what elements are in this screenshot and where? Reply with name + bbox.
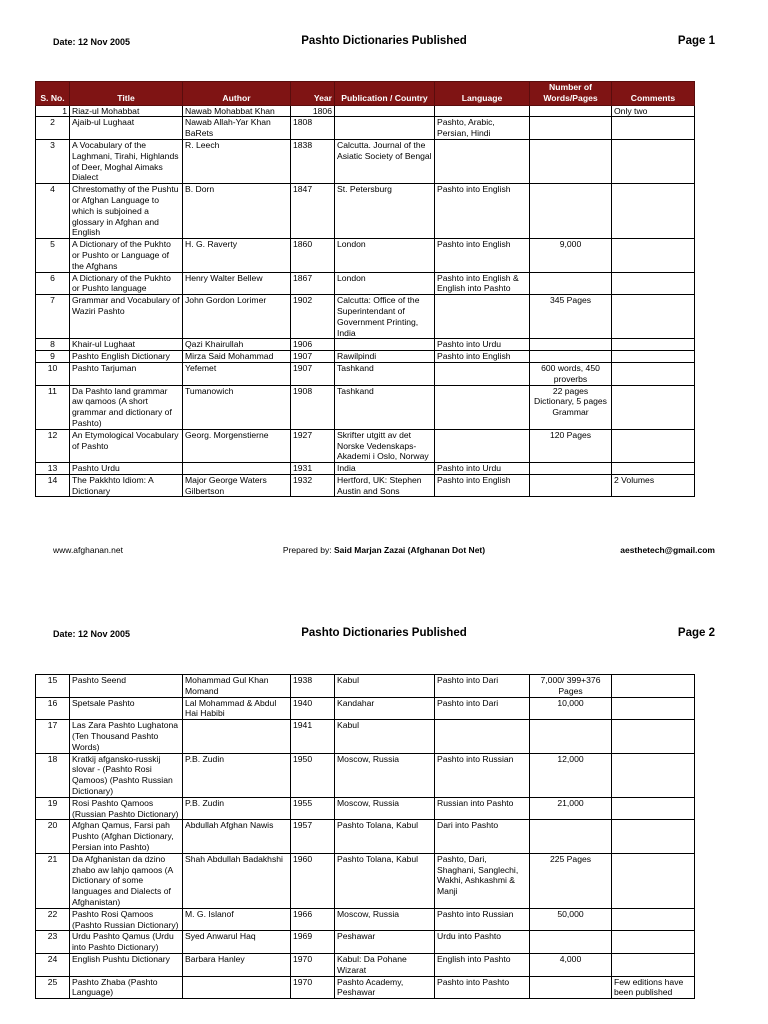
cell-author: P.B. Zudin — [183, 753, 291, 797]
header-words: Number of Words/Pages — [530, 82, 612, 106]
cell-year: 1808 — [291, 117, 335, 140]
date-label: Date: 12 Nov 2005 — [53, 629, 131, 639]
cell-year: 1847 — [291, 184, 335, 239]
cell-title: Pashto Tarjuman — [70, 362, 183, 385]
cell-words: 12,000 — [530, 753, 612, 797]
cell-sno: 6 — [36, 272, 70, 295]
cell-language: Urdu into Pashto — [435, 931, 530, 954]
cell-sno: 10 — [36, 362, 70, 385]
cell-year: 1970 — [291, 976, 335, 999]
cell-sno: 13 — [36, 463, 70, 475]
cell-words — [530, 139, 612, 183]
table-row — [36, 239, 695, 272]
cell-comments — [612, 117, 695, 140]
cell-title: Spetsale Pashto — [70, 697, 183, 720]
cell-year: 1907 — [291, 362, 335, 385]
cell-author: Qazi Khairullah — [183, 339, 291, 351]
cell-sno: 12 — [36, 429, 70, 462]
table-row — [36, 362, 695, 385]
cell-author — [183, 720, 291, 753]
table-row — [36, 820, 695, 853]
table-row — [36, 976, 695, 999]
cell-title: Pashto Urdu — [70, 463, 183, 475]
cell-sno: 3 — [36, 139, 70, 183]
table-row — [36, 429, 695, 462]
cell-year: 1966 — [291, 908, 335, 931]
cell-title: Kratkij afgansko-russkij slovar - (Pashto Rosi Qamoos) (Pashto Russian Dictionary) — [70, 753, 183, 797]
cell-comments — [612, 385, 695, 429]
cell-language — [435, 385, 530, 429]
cell-words: 10,000 — [530, 697, 612, 720]
cell-language: Pashto into Russian — [435, 908, 530, 931]
cell-language: Pashto into Urdu — [435, 339, 530, 351]
website-link[interactable]: www.afghanan.net — [53, 545, 123, 555]
cell-publication: Pashto Tolana, Kabul — [335, 853, 435, 908]
page-title: Pashto Dictionaries Published — [301, 35, 467, 47]
cell-title: The Pakkhto Idiom: A Dictionary — [70, 474, 183, 497]
cell-sno: 2 — [36, 117, 70, 140]
cell-year: 1955 — [291, 797, 335, 820]
cell-publication: Hertford, UK: Stephen Austin and Sons — [335, 474, 435, 497]
table-row — [36, 463, 695, 475]
cell-publication: London — [335, 239, 435, 272]
header-publication: Publication / Country — [335, 82, 435, 106]
cell-title: Afghan Qamus, Farsi pah Pushto (Afghan Dictionary, Persian into Pashto) — [70, 820, 183, 853]
page-number: Page 2 — [677, 627, 715, 639]
cell-publication: Kabul — [335, 675, 435, 698]
cell-words — [530, 463, 612, 475]
cell-year: 1806 — [291, 105, 335, 117]
cell-comments — [612, 820, 695, 853]
cell-comments — [612, 753, 695, 797]
cell-publication: Peshawar — [335, 931, 435, 954]
cell-publication: Moscow, Russia — [335, 908, 435, 931]
cell-publication: Pashto Academy, Peshawar — [335, 976, 435, 999]
dictionaries-table-continued — [35, 674, 695, 999]
header-language: Language — [435, 82, 530, 106]
cell-publication — [335, 339, 435, 351]
header-year: Year — [291, 82, 335, 106]
cell-language — [435, 720, 530, 753]
cell-words — [530, 117, 612, 140]
cell-words — [530, 820, 612, 853]
table-row — [36, 753, 695, 797]
cell-language: Pashto into Russian — [435, 753, 530, 797]
cell-sno: 24 — [36, 953, 70, 976]
cell-year: 1969 — [291, 931, 335, 954]
header-title: Title — [70, 82, 183, 106]
cell-sno: 17 — [36, 720, 70, 753]
cell-author: B. Dorn — [183, 184, 291, 239]
cell-comments — [612, 272, 695, 295]
cell-sno: 19 — [36, 797, 70, 820]
cell-comments: Few editions have been published — [612, 976, 695, 999]
cell-comments — [612, 295, 695, 339]
table-row — [36, 853, 695, 908]
cell-sno: 5 — [36, 239, 70, 272]
table-row — [36, 385, 695, 429]
cell-year: 1957 — [291, 820, 335, 853]
cell-language: Russian into Pashto — [435, 797, 530, 820]
cell-title: Rosi Pashto Qamoos (Russian Pashto Dictionary) — [70, 797, 183, 820]
cell-publication: Tashkand — [335, 385, 435, 429]
cell-language — [435, 139, 530, 183]
cell-comments — [612, 339, 695, 351]
header-author: Author — [183, 82, 291, 106]
cell-comments — [612, 853, 695, 908]
cell-author: Henry Walter Bellew — [183, 272, 291, 295]
cell-publication: Skrifter utgitt av det Norske Vedenskaps-Akademi i Oslo, Norway — [335, 429, 435, 462]
cell-author: Barbara Hanley — [183, 953, 291, 976]
cell-sno: 25 — [36, 976, 70, 999]
cell-sno: 18 — [36, 753, 70, 797]
cell-author: Mirza Said Mohammad — [183, 351, 291, 363]
table-row — [36, 339, 695, 351]
table-row — [36, 931, 695, 954]
cell-language: Pashto into Dari — [435, 675, 530, 698]
cell-words: 21,000 — [530, 797, 612, 820]
cell-sno: 7 — [36, 295, 70, 339]
cell-title: A Dictionary of the Pukhto or Pushto or Language of the Afghans — [70, 239, 183, 272]
cell-author — [183, 463, 291, 475]
cell-words — [530, 976, 612, 999]
cell-comments — [612, 184, 695, 239]
table-row — [36, 351, 695, 363]
cell-sno: 15 — [36, 675, 70, 698]
cell-author: Lal Mohammad & Abdul Hai Habibi — [183, 697, 291, 720]
cell-comments — [612, 463, 695, 475]
cell-title: Ajaib-ul Lughaat — [70, 117, 183, 140]
cell-author: Georg. Morgenstierne — [183, 429, 291, 462]
table-header-row — [36, 82, 695, 106]
dictionaries-table — [35, 81, 695, 497]
cell-words — [530, 272, 612, 295]
cell-publication — [335, 117, 435, 140]
cell-publication: Kabul: Da Pohane Wizarat — [335, 953, 435, 976]
table-row — [36, 675, 695, 698]
cell-language: Pashto into English — [435, 474, 530, 497]
cell-publication: Calcutta: Office of the Superintendant of Government Printing, India — [335, 295, 435, 339]
cell-publication: Moscow, Russia — [335, 797, 435, 820]
cell-sno: 14 — [36, 474, 70, 497]
table-row — [36, 184, 695, 239]
email-link[interactable]: aesthetech@gmail.com — [620, 545, 715, 555]
cell-language: Pashto into English — [435, 239, 530, 272]
cell-author: Nawab Allah-Yar Khan BaRets — [183, 117, 291, 140]
cell-author: P.B. Zudin — [183, 797, 291, 820]
cell-author: Tumanowich — [183, 385, 291, 429]
cell-title: A Dictionary of the Pukhto or Pushto language — [70, 272, 183, 295]
cell-language: Dari into Pashto — [435, 820, 530, 853]
cell-sno: 16 — [36, 697, 70, 720]
header-sno: S. No. — [36, 82, 70, 106]
cell-words: 600 words, 450 proverbs — [530, 362, 612, 385]
cell-title: Chrestomathy of the Pushtu or Afghan Language to which is subjoined a glossary in Afghan and English — [70, 184, 183, 239]
cell-year: 1906 — [291, 339, 335, 351]
header-comments: Comments — [612, 82, 695, 106]
cell-author: R. Leech — [183, 139, 291, 183]
cell-title: Grammar and Vocabulary of Waziri Pashto — [70, 295, 183, 339]
cell-author: Major George Waters Gilbertson — [183, 474, 291, 497]
cell-language: Pashto into Dari — [435, 697, 530, 720]
cell-author: Nawab Mohabbat Khan — [183, 105, 291, 117]
cell-title: A Vocabulary of the Laghmani, Tirahi, Highlands of Deer, Moghal Aimaks Dialect — [70, 139, 183, 183]
cell-comments — [612, 351, 695, 363]
table-row — [36, 474, 695, 497]
cell-title: Riaz-ul Mohabbat — [70, 105, 183, 117]
cell-words — [530, 474, 612, 497]
cell-language: Pashto into English — [435, 351, 530, 363]
table-row — [36, 697, 695, 720]
cell-year: 1938 — [291, 675, 335, 698]
page-footer — [0, 545, 768, 559]
cell-year: 1970 — [291, 953, 335, 976]
cell-comments — [612, 139, 695, 183]
page-header — [0, 34, 768, 52]
cell-language: Pashto into English & English into Pashto — [435, 272, 530, 295]
cell-title: Pashto Seend — [70, 675, 183, 698]
cell-year: 1838 — [291, 139, 335, 183]
cell-year: 1907 — [291, 351, 335, 363]
cell-comments — [612, 953, 695, 976]
prepared-label: Prepared by: — [282, 545, 332, 555]
cell-words: 345 Pages — [530, 295, 612, 339]
cell-words: 4,000 — [530, 953, 612, 976]
cell-words: 120 Pages — [530, 429, 612, 462]
cell-language — [435, 105, 530, 117]
cell-publication: Tashkand — [335, 362, 435, 385]
cell-title: Pashto Rosi Qamoos (Pashto Russian Dictionary) — [70, 908, 183, 931]
table-row — [36, 105, 695, 117]
table-body — [36, 675, 695, 999]
cell-author: John Gordon Lorimer — [183, 295, 291, 339]
cell-title: Urdu Pashto Qamus (Urdu into Pashto Dictionary) — [70, 931, 183, 954]
cell-author: Mohammad Gul Khan Momand — [183, 675, 291, 698]
cell-publication: India — [335, 463, 435, 475]
cell-language: Pashto, Dari, Shaghani, Sanglechi, Wakhi, Ashkashmi & Manji — [435, 853, 530, 908]
cell-publication: St. Petersburg — [335, 184, 435, 239]
cell-language — [435, 362, 530, 385]
cell-language: Pashto into Urdu — [435, 463, 530, 475]
cell-year: 1950 — [291, 753, 335, 797]
cell-author: H. G. Raverty — [183, 239, 291, 272]
cell-year: 1927 — [291, 429, 335, 462]
cell-title: Khair-ul Lughaat — [70, 339, 183, 351]
table-row — [36, 272, 695, 295]
page-number: Page 1 — [677, 35, 715, 47]
cell-words — [530, 351, 612, 363]
cell-author: Yefemet — [183, 362, 291, 385]
cell-comments: 2 Volumes — [612, 474, 695, 497]
cell-author: Shah Abdullah Badakhshi — [183, 853, 291, 908]
cell-publication: Kabul — [335, 720, 435, 753]
cell-language — [435, 429, 530, 462]
cell-publication: Rawilpindi — [335, 351, 435, 363]
cell-year: 1860 — [291, 239, 335, 272]
cell-sno: 8 — [36, 339, 70, 351]
cell-language: Pashto, Arabic, Persian, Hindi — [435, 117, 530, 140]
cell-title: Da Afghanistan da dzino zhabo aw lahjo qamoos (A Dictionary of some languages and Dialects of Afghanistan) — [70, 853, 183, 908]
page-header — [0, 626, 768, 644]
cell-comments: Only two — [612, 105, 695, 117]
cell-words: 225 Pages — [530, 853, 612, 908]
cell-sno: 23 — [36, 931, 70, 954]
cell-author: Abdullah Afghan Nawis — [183, 820, 291, 853]
cell-comments — [612, 362, 695, 385]
cell-comments — [612, 429, 695, 462]
cell-publication — [335, 105, 435, 117]
table-row — [36, 295, 695, 339]
cell-sno: 4 — [36, 184, 70, 239]
table-row — [36, 117, 695, 140]
cell-comments — [612, 239, 695, 272]
table-row — [36, 139, 695, 183]
cell-words — [530, 339, 612, 351]
table-row — [36, 953, 695, 976]
cell-year: 1960 — [291, 853, 335, 908]
cell-year: 1908 — [291, 385, 335, 429]
table-row — [36, 720, 695, 753]
cell-publication: Calcutta. Journal of the Asiatic Society of Bengal — [335, 139, 435, 183]
cell-language — [435, 295, 530, 339]
cell-language: Pashto into Pashto — [435, 976, 530, 999]
cell-sno: 11 — [36, 385, 70, 429]
prepared-name: Said Marjan Zazai (Afghanan Dot Net) — [333, 545, 486, 555]
cell-comments — [612, 908, 695, 931]
cell-words: 22 pages Dictionary, 5 pages Grammar — [530, 385, 612, 429]
cell-words — [530, 105, 612, 117]
cell-year: 1932 — [291, 474, 335, 497]
cell-sno: 22 — [36, 908, 70, 931]
cell-comments — [612, 720, 695, 753]
cell-words: 50,000 — [530, 908, 612, 931]
cell-comments — [612, 675, 695, 698]
cell-author: M. G. Islanof — [183, 908, 291, 931]
cell-words — [530, 931, 612, 954]
table-row — [36, 908, 695, 931]
cell-year: 1931 — [291, 463, 335, 475]
table-row — [36, 797, 695, 820]
cell-publication: Moscow, Russia — [335, 753, 435, 797]
cell-publication: London — [335, 272, 435, 295]
cell-language: Pashto into English — [435, 184, 530, 239]
cell-language: English into Pashto — [435, 953, 530, 976]
cell-title: English Pushtu Dictionary — [70, 953, 183, 976]
cell-words — [530, 184, 612, 239]
page-title: Pashto Dictionaries Published — [301, 627, 467, 639]
cell-words: 7,000/ 399+376 Pages — [530, 675, 612, 698]
cell-title: An Etymological Vocabulary of Pashto — [70, 429, 183, 462]
cell-words: 9,000 — [530, 239, 612, 272]
cell-year: 1940 — [291, 697, 335, 720]
cell-year: 1867 — [291, 272, 335, 295]
cell-publication: Kandahar — [335, 697, 435, 720]
cell-year: 1941 — [291, 720, 335, 753]
cell-sno: 1 — [36, 105, 70, 117]
cell-comments — [612, 797, 695, 820]
cell-author: Syed Anwarul Haq — [183, 931, 291, 954]
cell-title: Pashto Zhaba (Pashto Language) — [70, 976, 183, 999]
cell-title: Da Pashto land grammar aw qamoos (A short grammar and dictionary of Pashto) — [70, 385, 183, 429]
cell-publication: Pashto Tolana, Kabul — [335, 820, 435, 853]
date-label: Date: 12 Nov 2005 — [53, 37, 131, 47]
cell-words — [530, 720, 612, 753]
cell-title: Pashto English Dictionary — [70, 351, 183, 363]
cell-author — [183, 976, 291, 999]
cell-comments — [612, 931, 695, 954]
cell-sno: 9 — [36, 351, 70, 363]
cell-title: Las Zara Pashto Lughatona (Ten Thousand Pashto Words) — [70, 720, 183, 753]
cell-year: 1902 — [291, 295, 335, 339]
cell-sno: 20 — [36, 820, 70, 853]
table-body — [36, 105, 695, 497]
cell-comments — [612, 697, 695, 720]
cell-sno: 21 — [36, 853, 70, 908]
